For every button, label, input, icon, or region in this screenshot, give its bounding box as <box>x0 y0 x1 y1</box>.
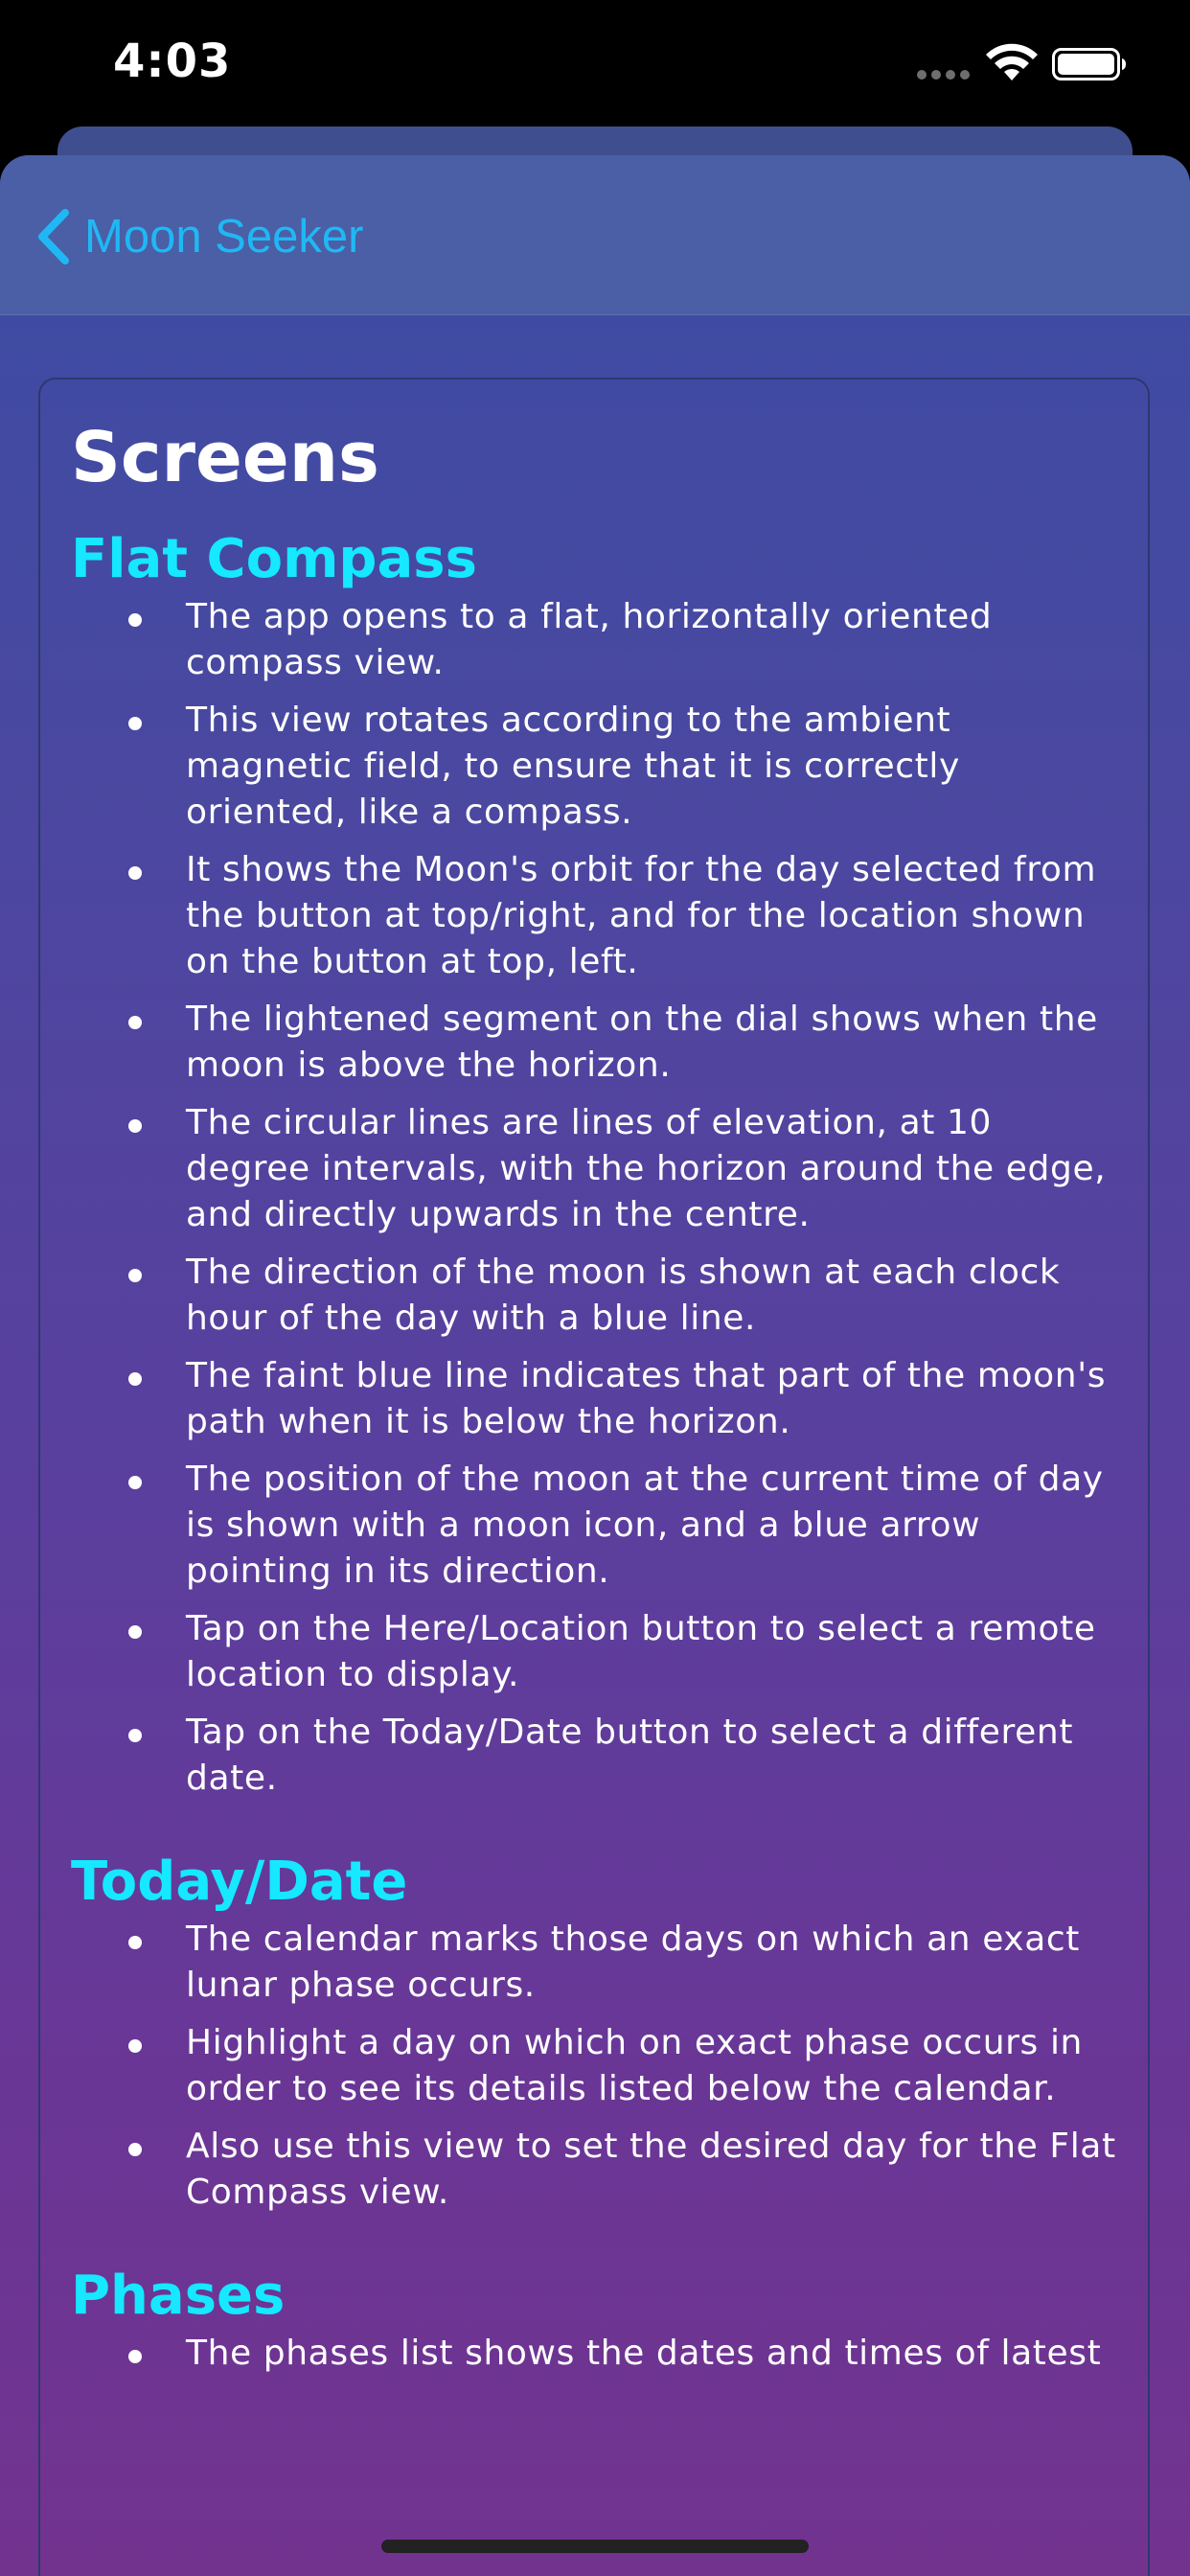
list-item: The lightened segment on the dial shows when the moon is above the horizon. <box>128 997 1125 1089</box>
section-heading-phases: Phases <box>71 2265 286 2327</box>
navigation-bar <box>0 155 1190 315</box>
status-bar <box>0 0 1190 144</box>
page-title: Screens <box>71 417 379 497</box>
battery-icon <box>1052 48 1127 80</box>
home-indicator[interactable] <box>381 2540 809 2553</box>
wifi-icon <box>985 42 1039 84</box>
signal-dots-icon <box>917 70 970 80</box>
list-item: The circular lines are lines of elevation, at 10 degree intervals, with the horizon around the edge, and directly upwards in the centre. <box>128 1100 1125 1238</box>
back-button[interactable] <box>34 203 363 270</box>
list-item: The faint blue line indicates that part of the moon's path when it is below the horizon. <box>128 1353 1125 1445</box>
list-item: The app opens to a flat, horizontally oriented compass view. <box>128 594 1125 686</box>
list-item: The position of the moon at the current time of day is shown with a moon icon, and a blue arrow pointing in its direction. <box>128 1457 1125 1595</box>
list-item: Tap on the Today/Date button to select a different date. <box>128 1710 1125 1802</box>
content-scroll-area[interactable] <box>71 380 1125 2388</box>
back-button-label: Moon Seeker <box>84 211 364 263</box>
list-item: This view rotates according to the ambient magnetic field, to ensure that it is correctly oriented, like a compass. <box>128 698 1125 836</box>
list-item: The phases list shows the dates and times of latest <box>128 2331 1125 2377</box>
today-date-list <box>71 1917 1125 2216</box>
list-item: It shows the Moon's orbit for the day selected from the button at top/right, and for the location shown on the button at top, left. <box>128 847 1125 985</box>
phases-list <box>71 2331 1125 2377</box>
section-heading-flat-compass: Flat Compass <box>71 528 477 590</box>
content-card <box>38 378 1150 2576</box>
list-item: Highlight a day on which on exact phase occurs in order to see its details listed below the calendar. <box>128 2020 1125 2112</box>
status-time: 4:03 <box>113 34 232 88</box>
chevron-left-icon <box>34 207 73 266</box>
flat-compass-list <box>71 594 1125 1802</box>
help-sheet <box>0 155 1190 2576</box>
list-item: The calendar marks those days on which an exact lunar phase occurs. <box>128 1917 1125 2009</box>
list-item: The direction of the moon is shown at each clock hour of the day with a blue line. <box>128 1250 1125 1342</box>
section-heading-today-date: Today/Date <box>71 1851 408 1913</box>
list-item: Also use this view to set the desired day for the Flat Compass view. <box>128 2124 1125 2216</box>
list-item: Tap on the Here/Location button to select a remote location to display. <box>128 1606 1125 1698</box>
